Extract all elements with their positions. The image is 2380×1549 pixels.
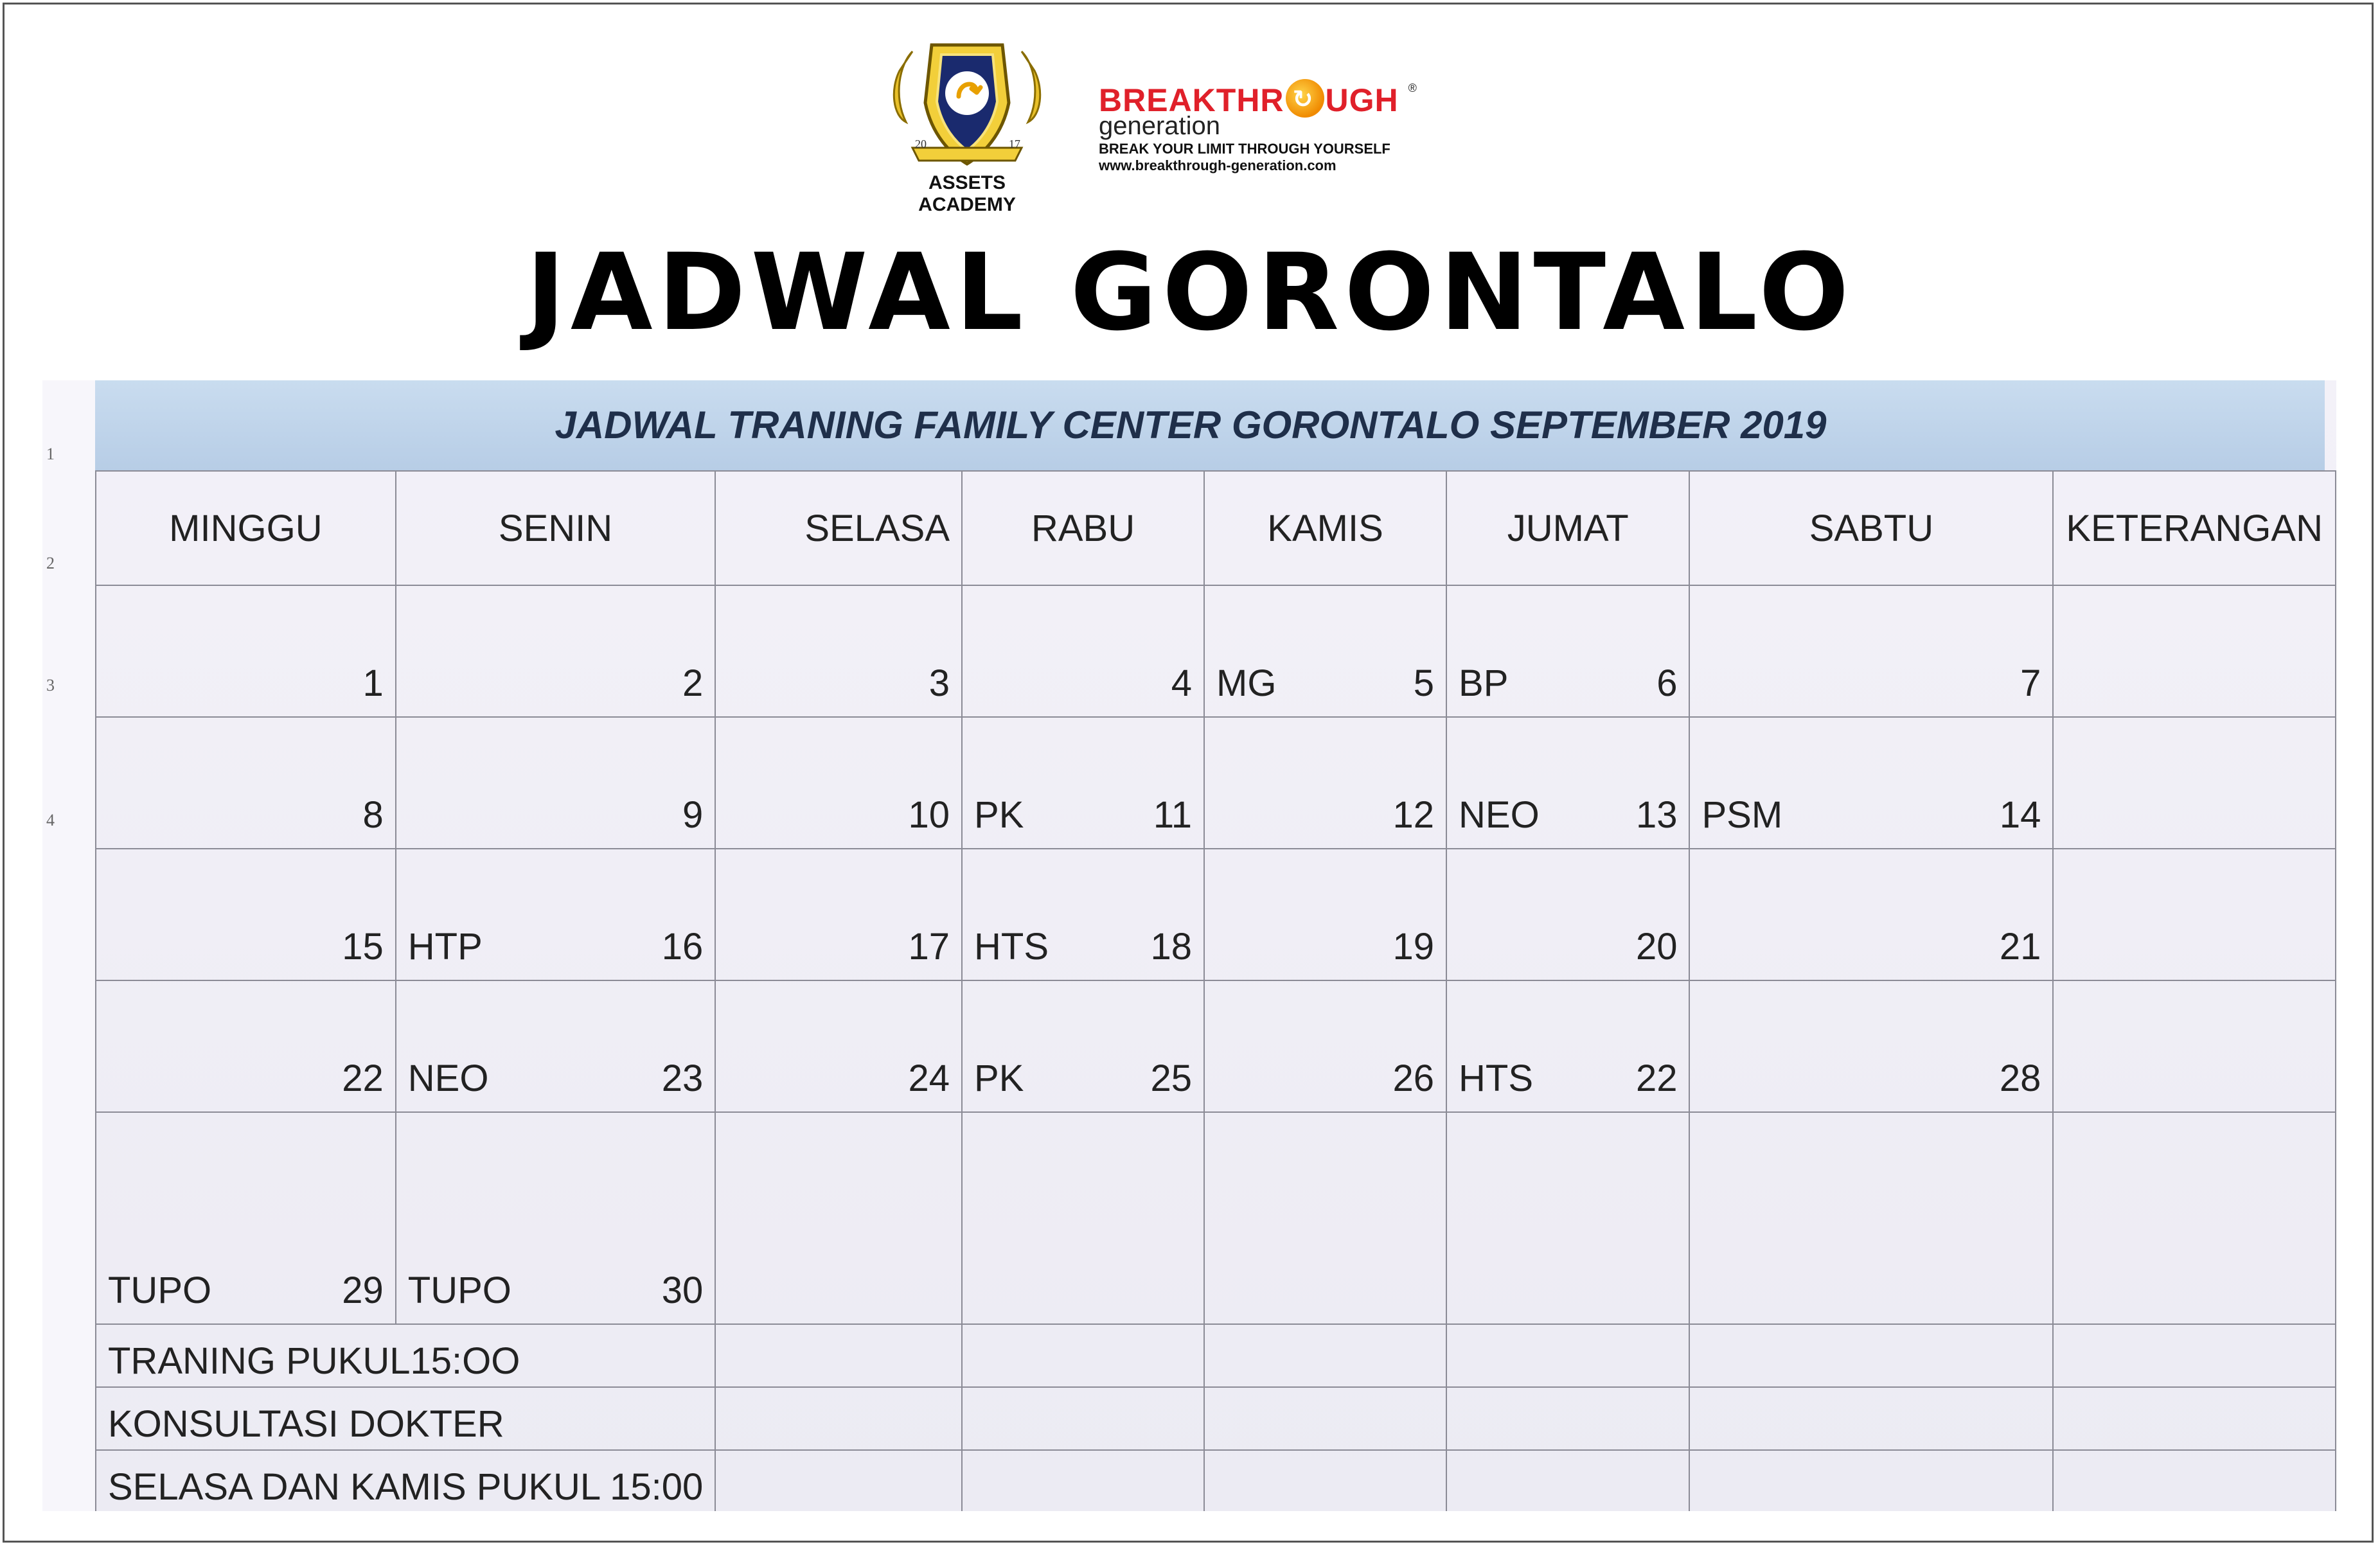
day-cell [96,585,396,717]
day-number: 5 [1413,662,1435,704]
header-minggu: MINGGU [96,471,396,585]
day-cell [962,717,1204,849]
day-number: 20 [1635,926,1678,968]
header-keterangan: KETERANGAN [2053,471,2336,585]
week-row [96,1112,2336,1324]
header-kamis: KAMIS [1204,471,1446,585]
week-row [96,717,2336,849]
day-number: 4 [1171,662,1193,704]
day-cell [1446,717,1689,849]
day-number: 3 [928,662,950,704]
empty-cell [1204,1324,1446,1387]
day-number: 24 [908,1058,950,1099]
calendar-table [95,470,2336,1511]
header-selasa: SELASA [715,471,962,585]
day-cell [715,980,962,1112]
note-text: TRANING PUKUL15:OO [96,1324,715,1387]
empty-cell [715,1387,962,1450]
event-code: HTP [407,926,483,968]
day-cell [962,585,1204,717]
brand-tagline: BREAK YOUR LIMIT THROUGH YOURSELF [1099,141,1390,157]
note-row [96,1324,2336,1387]
empty-cell [1446,1387,1689,1450]
week-row [96,585,2336,717]
empty-cell [2053,1324,2336,1387]
note-row [96,1387,2336,1450]
day-number: 23 [661,1058,704,1099]
day-cell [962,980,1204,1112]
day-cell [96,849,396,980]
event-code: HTS [1459,1058,1534,1099]
row-number: 2 [46,554,55,572]
day-cell [2053,585,2336,717]
day-number: 2 [682,662,704,704]
svg-text:20: 20 [915,137,927,150]
empty-cell [1446,1450,1689,1511]
day-number: 30 [661,1270,704,1311]
empty-cell [962,1450,1204,1511]
day-cell [1689,980,2053,1112]
event-code: TUPO [407,1270,511,1311]
day-cell [1446,1112,1689,1324]
day-cell [2053,717,2336,849]
crest-label: ASSETS ACADEMY [918,172,1016,215]
svg-text:17: 17 [1009,137,1020,150]
day-cell [962,1112,1204,1324]
empty-cell [2053,1387,2336,1450]
day-number: 9 [682,794,704,836]
day-number: 21 [1999,926,2041,968]
day-cell [1446,980,1689,1112]
empty-cell [1689,1450,2053,1511]
day-number: 16 [661,926,704,968]
brand-sub: generation [1099,112,1221,140]
empty-cell [1446,1324,1689,1387]
brand-wordmark [1099,71,1459,118]
day-number: 10 [908,794,950,836]
day-number: 11 [1153,794,1193,836]
day-number: 22 [342,1058,384,1099]
day-cell [96,980,396,1112]
header-row [96,471,2336,585]
empty-cell [1689,1387,2053,1450]
brand-left: BREAKTHR [1099,82,1284,118]
day-number: 6 [1656,662,1678,704]
event-code: BP [1459,662,1509,704]
day-number: 14 [1999,794,2041,836]
day-cell [1204,717,1446,849]
day-cell [396,717,716,849]
sheet-title: JADWAL TRANING FAMILY CENTER GORONTALO SEPTEMBER 2019 [555,403,1827,447]
event-code: NEO [1459,794,1540,836]
day-cell [1689,585,2053,717]
day-number: 29 [342,1270,384,1311]
event-code: PSM [1701,794,1783,836]
event-code: NEO [407,1058,489,1099]
day-cell [1204,1112,1446,1324]
event-code: HTS [974,926,1049,968]
note-text: KONSULTASI DOKTER [96,1387,715,1450]
day-cell [1689,717,2053,849]
week-row [96,849,2336,980]
day-cell [1689,1112,2053,1324]
brand-right: UGH [1325,82,1399,118]
day-cell [715,1112,962,1324]
row-number: 1 [46,445,55,463]
event-code: MG [1216,662,1277,704]
day-number: 12 [1392,794,1435,836]
day-cell [1689,849,2053,980]
week-row [96,980,2336,1112]
day-cell [96,1112,396,1324]
day-cell [396,849,716,980]
day-number: 15 [342,926,384,968]
day-cell [96,717,396,849]
day-cell [396,980,716,1112]
day-number: 1 [362,662,384,704]
day-number: 28 [1999,1058,2041,1099]
crest-icon [887,26,1047,173]
day-cell [962,849,1204,980]
empty-cell [962,1387,1204,1450]
header-jumat: JUMAT [1446,471,1689,585]
header-sabtu: SABTU [1689,471,2053,585]
row-number-gutter [42,380,96,1511]
day-cell [715,585,962,717]
day-cell [715,849,962,980]
logo-row [887,26,1465,215]
empty-cell [1204,1450,1446,1511]
empty-cell [715,1450,962,1511]
day-cell [396,585,716,717]
event-code: PK [974,794,1024,836]
schedule-sheet [42,380,2336,1511]
assets-academy-logo [887,26,1047,215]
day-number: 19 [1392,926,1435,968]
day-number: 22 [1635,1058,1678,1099]
day-cell [715,717,962,849]
day-cell [1204,849,1446,980]
day-number: 18 [1150,926,1193,968]
day-cell [1204,980,1446,1112]
row-number: 4 [46,811,55,829]
day-number: 13 [1635,794,1678,836]
empty-cell [2053,1450,2336,1511]
event-code: TUPO [108,1270,212,1311]
day-cell [1446,585,1689,717]
day-cell [396,1112,716,1324]
note-row [96,1450,2336,1511]
day-number: 25 [1150,1058,1193,1099]
brand-url: www.breakthrough-generation.com [1099,157,1337,173]
page-title: JADWAL GORONTALO [526,231,1854,354]
day-cell [1204,585,1446,717]
header-rabu: RABU [962,471,1204,585]
row-number: 3 [46,676,55,695]
empty-cell [1204,1387,1446,1450]
empty-cell [962,1324,1204,1387]
day-number: 26 [1392,1058,1435,1099]
day-number: 17 [908,926,950,968]
breakthrough-generation-logo [1099,71,1459,199]
day-number: 7 [2020,662,2041,704]
brand-ball-icon [1286,79,1324,118]
day-number: 8 [362,794,384,836]
day-cell [1446,849,1689,980]
note-text: SELASA DAN KAMIS PUKUL 15:00 [96,1450,715,1511]
day-cell [2053,980,2336,1112]
day-cell [2053,1112,2336,1324]
day-cell [2053,849,2336,980]
sheet-title-band [95,380,2325,472]
empty-cell [1689,1324,2053,1387]
header-senin: SENIN [396,471,716,585]
event-code: PK [974,1058,1024,1099]
empty-cell [715,1324,962,1387]
registered-mark: ® [1408,82,1417,94]
